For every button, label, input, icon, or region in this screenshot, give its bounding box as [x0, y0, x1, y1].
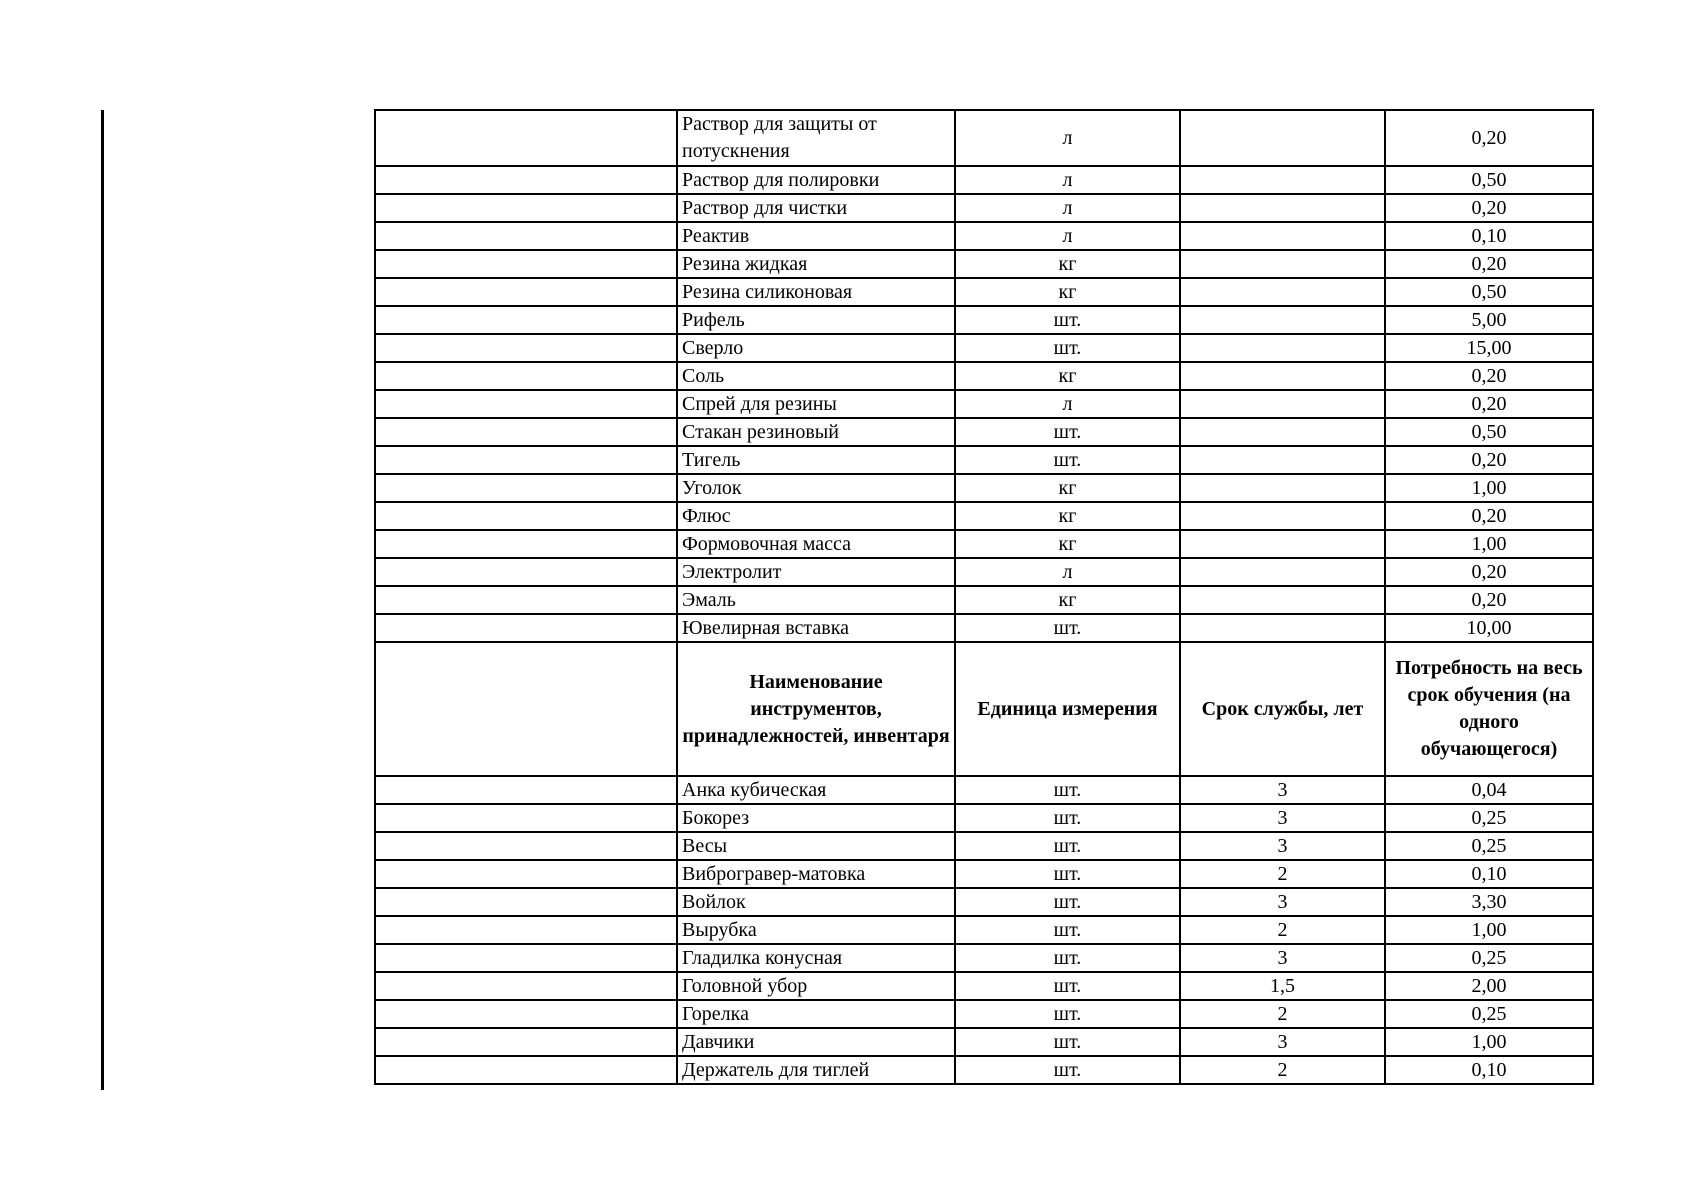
blank-cell: [375, 334, 677, 362]
blank-cell: [375, 278, 677, 306]
item-need-cell: 1,00: [1385, 916, 1593, 944]
item-name-cell: Бокорез: [677, 804, 955, 832]
material-row: [375, 614, 1593, 642]
item-need-cell: 5,00: [1385, 306, 1593, 334]
material-row: [375, 194, 1593, 222]
item-need-cell: 0,20: [1385, 250, 1593, 278]
item-need-cell: 0,20: [1385, 390, 1593, 418]
material-row: [375, 306, 1593, 334]
item-unit-cell: шт.: [955, 1028, 1180, 1056]
item-need-cell: 0,25: [1385, 804, 1593, 832]
item-unit-cell: шт.: [955, 1056, 1180, 1084]
item-life-cell: 3: [1180, 832, 1385, 860]
item-unit-cell: кг: [955, 502, 1180, 530]
blank-cell: [375, 586, 677, 614]
item-life-cell: [1180, 446, 1385, 474]
item-need-cell: 0,50: [1385, 418, 1593, 446]
item-life-cell: [1180, 110, 1385, 166]
material-row: [375, 390, 1593, 418]
item-unit-cell: л: [955, 558, 1180, 586]
header-life-cell: Срок службы, лет: [1180, 642, 1385, 776]
item-life-cell: [1180, 222, 1385, 250]
material-row: [375, 502, 1593, 530]
item-unit-cell: кг: [955, 474, 1180, 502]
blank-cell: [375, 1056, 677, 1084]
blank-cell: [375, 446, 677, 474]
item-life-cell: [1180, 418, 1385, 446]
item-name-cell: Раствор для чистки: [677, 194, 955, 222]
item-life-cell: 2: [1180, 860, 1385, 888]
header-unit-cell: Единица измерения: [955, 642, 1180, 776]
item-name-cell: Резина силиконовая: [677, 278, 955, 306]
blank-cell: [375, 832, 677, 860]
item-unit-cell: шт.: [955, 916, 1180, 944]
blank-cell: [375, 860, 677, 888]
item-life-cell: 3: [1180, 1028, 1385, 1056]
item-life-cell: 3: [1180, 888, 1385, 916]
item-need-cell: 10,00: [1385, 614, 1593, 642]
blank-cell: [375, 222, 677, 250]
item-life-cell: [1180, 250, 1385, 278]
item-need-cell: 0,20: [1385, 194, 1593, 222]
item-life-cell: 2: [1180, 1000, 1385, 1028]
item-unit-cell: л: [955, 110, 1180, 166]
blank-cell: [375, 804, 677, 832]
item-need-cell: 0,10: [1385, 222, 1593, 250]
item-name-cell: Горелка: [677, 1000, 955, 1028]
item-name-cell: Сверло: [677, 334, 955, 362]
item-need-cell: 0,50: [1385, 166, 1593, 194]
item-name-cell: Электролит: [677, 558, 955, 586]
item-life-cell: [1180, 502, 1385, 530]
item-name-cell: Стакан резиновый: [677, 418, 955, 446]
item-need-cell: 3,30: [1385, 888, 1593, 916]
tool-row: [375, 804, 1593, 832]
tool-row: [375, 944, 1593, 972]
item-unit-cell: л: [955, 390, 1180, 418]
item-name-cell: Резина жидкая: [677, 250, 955, 278]
item-name-cell: Эмаль: [677, 586, 955, 614]
material-row: [375, 446, 1593, 474]
item-unit-cell: шт.: [955, 614, 1180, 642]
item-name-cell: Формовочная масса: [677, 530, 955, 558]
material-row: [375, 110, 1593, 166]
item-need-cell: 0,25: [1385, 832, 1593, 860]
item-unit-cell: кг: [955, 586, 1180, 614]
item-name-cell: Весы: [677, 832, 955, 860]
blank-cell: [375, 502, 677, 530]
item-need-cell: 0,20: [1385, 446, 1593, 474]
item-need-cell: 0,20: [1385, 110, 1593, 166]
blank-cell: [375, 530, 677, 558]
item-life-cell: 3: [1180, 776, 1385, 804]
blank-cell: [375, 194, 677, 222]
margin-rule: [101, 110, 104, 1090]
item-name-cell: Раствор для полировки: [677, 166, 955, 194]
item-life-cell: [1180, 474, 1385, 502]
item-name-cell: Реактив: [677, 222, 955, 250]
item-need-cell: 0,20: [1385, 502, 1593, 530]
blank-cell: [375, 1028, 677, 1056]
item-name-cell: Вырубка: [677, 916, 955, 944]
supplies-table: [374, 109, 1594, 1085]
item-unit-cell: шт.: [955, 804, 1180, 832]
tool-row: [375, 1000, 1593, 1028]
tool-row: [375, 1028, 1593, 1056]
tools-header-row: [375, 642, 1593, 776]
item-need-cell: 1,00: [1385, 1028, 1593, 1056]
blank-cell: [375, 306, 677, 334]
item-life-cell: [1180, 334, 1385, 362]
item-life-cell: [1180, 530, 1385, 558]
blank-cell: [375, 642, 677, 776]
blank-cell: [375, 972, 677, 1000]
blank-cell: [375, 250, 677, 278]
item-life-cell: [1180, 166, 1385, 194]
blank-cell: [375, 166, 677, 194]
item-life-cell: [1180, 362, 1385, 390]
header-name-cell: Наименование инструментов, принадлежностей, инвентаря: [677, 642, 955, 776]
item-unit-cell: шт.: [955, 832, 1180, 860]
blank-cell: [375, 944, 677, 972]
material-row: [375, 530, 1593, 558]
tool-row: [375, 832, 1593, 860]
tool-row: [375, 972, 1593, 1000]
item-need-cell: 0,04: [1385, 776, 1593, 804]
blank-cell: [375, 1000, 677, 1028]
item-unit-cell: л: [955, 166, 1180, 194]
item-name-cell: Анка кубическая: [677, 776, 955, 804]
item-need-cell: 2,00: [1385, 972, 1593, 1000]
item-life-cell: [1180, 194, 1385, 222]
blank-cell: [375, 362, 677, 390]
tool-row: [375, 860, 1593, 888]
blank-cell: [375, 916, 677, 944]
item-life-cell: [1180, 586, 1385, 614]
item-unit-cell: шт.: [955, 446, 1180, 474]
item-need-cell: 1,00: [1385, 474, 1593, 502]
item-life-cell: [1180, 558, 1385, 586]
item-life-cell: [1180, 278, 1385, 306]
item-name-cell: Держатель для тиглей: [677, 1056, 955, 1084]
item-life-cell: 3: [1180, 804, 1385, 832]
item-unit-cell: шт.: [955, 334, 1180, 362]
tool-row: [375, 1056, 1593, 1084]
item-unit-cell: л: [955, 194, 1180, 222]
item-unit-cell: шт.: [955, 418, 1180, 446]
item-life-cell: 1,5: [1180, 972, 1385, 1000]
item-need-cell: 0,25: [1385, 1000, 1593, 1028]
item-life-cell: [1180, 390, 1385, 418]
item-life-cell: [1180, 306, 1385, 334]
item-need-cell: 0,10: [1385, 1056, 1593, 1084]
material-row: [375, 558, 1593, 586]
item-need-cell: 15,00: [1385, 334, 1593, 362]
item-name-cell: Головной убор: [677, 972, 955, 1000]
supplies-table-body: [375, 110, 1593, 1084]
material-row: [375, 334, 1593, 362]
item-unit-cell: кг: [955, 362, 1180, 390]
item-life-cell: [1180, 614, 1385, 642]
item-need-cell: 0,20: [1385, 586, 1593, 614]
item-unit-cell: кг: [955, 278, 1180, 306]
header-need-cell: Потребность на весь срок обучения (на одного обучающегося): [1385, 642, 1593, 776]
item-name-cell: Ювелирная вставка: [677, 614, 955, 642]
material-row: [375, 166, 1593, 194]
blank-cell: [375, 614, 677, 642]
item-name-cell: Гладилка конусная: [677, 944, 955, 972]
item-name-cell: Виброгравер-матовка: [677, 860, 955, 888]
material-row: [375, 222, 1593, 250]
item-name-cell: Соль: [677, 362, 955, 390]
item-unit-cell: шт.: [955, 972, 1180, 1000]
blank-cell: [375, 110, 677, 166]
material-row: [375, 250, 1593, 278]
item-unit-cell: шт.: [955, 776, 1180, 804]
item-name-cell: Тигель: [677, 446, 955, 474]
item-name-cell: Войлок: [677, 888, 955, 916]
item-need-cell: 0,20: [1385, 362, 1593, 390]
blank-cell: [375, 390, 677, 418]
item-need-cell: 0,10: [1385, 860, 1593, 888]
blank-cell: [375, 776, 677, 804]
material-row: [375, 278, 1593, 306]
item-life-cell: 3: [1180, 944, 1385, 972]
item-need-cell: 1,00: [1385, 530, 1593, 558]
item-name-cell: Давчики: [677, 1028, 955, 1056]
blank-cell: [375, 418, 677, 446]
item-need-cell: 0,50: [1385, 278, 1593, 306]
item-life-cell: 2: [1180, 1056, 1385, 1084]
item-unit-cell: шт.: [955, 944, 1180, 972]
tool-row: [375, 776, 1593, 804]
blank-cell: [375, 558, 677, 586]
material-row: [375, 586, 1593, 614]
item-need-cell: 0,25: [1385, 944, 1593, 972]
item-unit-cell: л: [955, 222, 1180, 250]
item-unit-cell: шт.: [955, 888, 1180, 916]
item-name-cell: Раствор для защиты от потускнения: [677, 110, 955, 166]
item-unit-cell: кг: [955, 250, 1180, 278]
item-life-cell: 2: [1180, 916, 1385, 944]
item-name-cell: Флюс: [677, 502, 955, 530]
item-unit-cell: кг: [955, 530, 1180, 558]
material-row: [375, 418, 1593, 446]
tool-row: [375, 916, 1593, 944]
tool-row: [375, 888, 1593, 916]
item-unit-cell: шт.: [955, 860, 1180, 888]
item-need-cell: 0,20: [1385, 558, 1593, 586]
item-unit-cell: шт.: [955, 306, 1180, 334]
item-name-cell: Рифель: [677, 306, 955, 334]
item-name-cell: Уголок: [677, 474, 955, 502]
material-row: [375, 474, 1593, 502]
item-unit-cell: шт.: [955, 1000, 1180, 1028]
material-row: [375, 362, 1593, 390]
item-name-cell: Спрей для резины: [677, 390, 955, 418]
blank-cell: [375, 888, 677, 916]
blank-cell: [375, 474, 677, 502]
